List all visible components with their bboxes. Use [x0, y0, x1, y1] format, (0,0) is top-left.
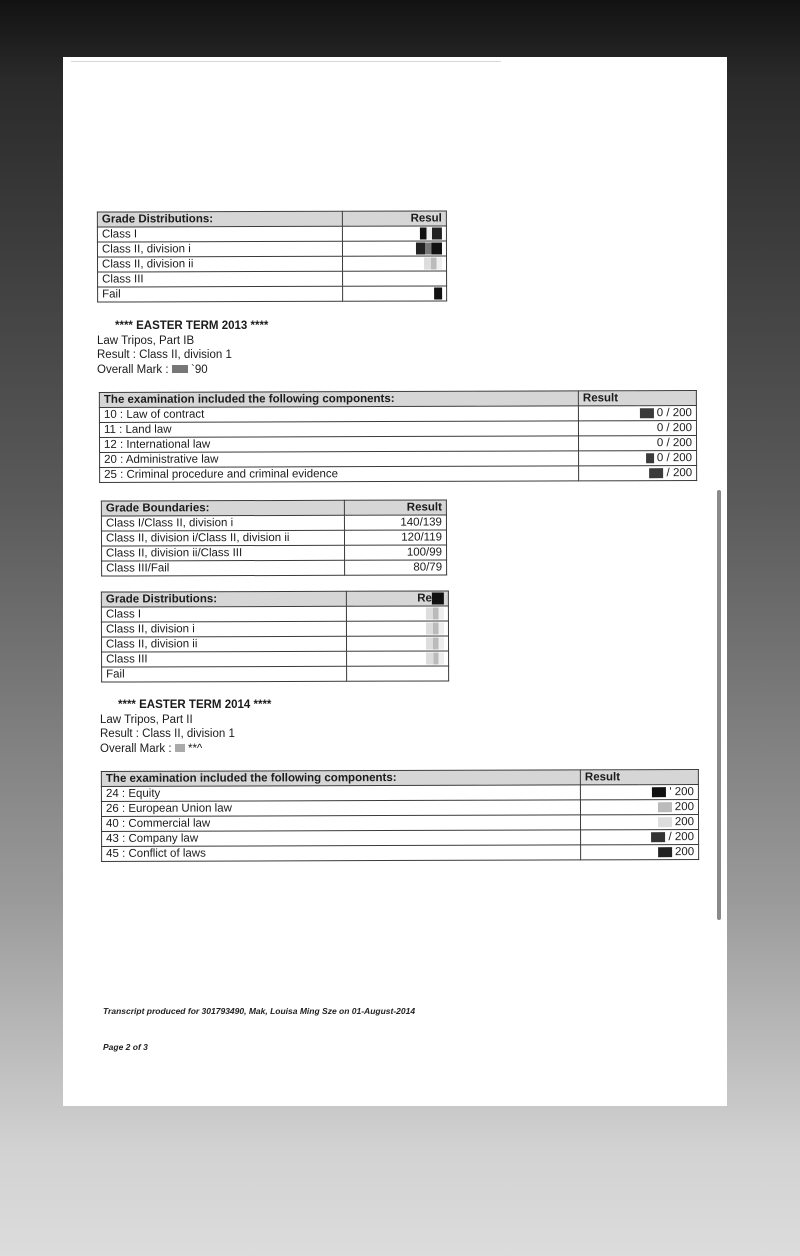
component-name: 45 : Conflict of laws	[102, 845, 581, 862]
result-header: Result	[344, 500, 446, 515]
table-row	[98, 271, 447, 287]
row-label: Class I	[101, 606, 346, 622]
component-name: 26 : European Union law	[101, 800, 580, 817]
row-label: Class II, division ii	[98, 256, 343, 272]
overall-mark	[100, 742, 271, 757]
row-label: Class II, division i	[101, 621, 346, 637]
table-row	[98, 286, 447, 302]
component-result: 200	[580, 800, 698, 815]
component-name: 10 : Law of contract	[99, 406, 578, 423]
component-name: 11 : Land law	[99, 421, 578, 438]
table-row	[101, 621, 448, 637]
term-result: Result : Class II, division 1	[97, 349, 232, 361]
table-row	[102, 636, 449, 652]
term-2013-block	[97, 319, 268, 377]
redacted-value	[342, 226, 446, 241]
redaction-mark	[175, 744, 185, 752]
term-2014-block	[100, 698, 271, 756]
table-header: Grade Distributions:	[97, 211, 342, 227]
boundary-name: Class II, division ii/Class III	[102, 545, 345, 561]
grade-distributions-table-2	[101, 590, 449, 682]
overall-mark	[97, 363, 268, 378]
scrollbar[interactable]	[717, 490, 721, 920]
component-result: 0 / 200	[578, 406, 696, 421]
component-result: 0 / 200	[579, 451, 697, 466]
row-label: Class II, division i	[97, 241, 342, 257]
row-label: Fail	[102, 666, 347, 682]
redacted-value	[342, 241, 446, 256]
boundary-name: Class II, division i/Class II, division ii	[101, 530, 344, 546]
redacted-value	[342, 256, 446, 271]
component-result: / 200	[581, 830, 699, 845]
table-header: Grade Boundaries:	[101, 500, 344, 516]
row-label: Class II, division ii	[102, 636, 347, 652]
table-row	[97, 241, 446, 257]
redacted-value	[346, 621, 448, 636]
component-result: 200	[580, 815, 698, 830]
row-label: Fail	[98, 286, 343, 302]
table-header: The examination included the following components:	[101, 770, 580, 787]
component-name: 12 : International law	[100, 436, 579, 453]
term-heading: **** EASTER TERM 2014 ****	[118, 699, 272, 711]
redacted-value	[347, 651, 449, 666]
boundary-name: Class III/Fail	[102, 560, 345, 576]
component-result: ' 200	[580, 785, 698, 800]
boundary-value: 140/139	[344, 515, 446, 530]
result-header: Result	[578, 391, 696, 406]
overall-mark-label: Overall Mark :	[100, 742, 172, 755]
result-header: Re	[346, 591, 448, 606]
component-name: 20 : Administrative law	[100, 451, 579, 468]
table-row	[101, 606, 448, 622]
component-result: 0 / 200	[578, 421, 696, 436]
redacted-value	[343, 271, 447, 286]
overall-mark-value: **^	[187, 742, 203, 755]
component-result: 0 / 200	[578, 436, 696, 451]
page-divider	[71, 61, 501, 62]
term-heading: **** EASTER TERM 2013 ****	[115, 320, 269, 332]
grade-distributions-table-1	[97, 210, 447, 302]
grade-boundaries-table	[101, 499, 447, 576]
table-row	[100, 466, 697, 483]
boundary-value: 80/79	[345, 560, 447, 575]
tripos-name: Law Tripos, Part II	[100, 713, 193, 726]
component-result: / 200	[579, 466, 697, 481]
table-row	[102, 545, 447, 561]
overall-mark-label: Overall Mark :	[97, 363, 169, 376]
row-label: Class I	[97, 226, 342, 242]
components-table-2013	[99, 390, 697, 483]
redacted-value	[346, 636, 448, 651]
row-label: Class III	[102, 651, 347, 667]
result-header: Result	[580, 770, 698, 785]
component-name: 24 : Equity	[101, 785, 580, 802]
redacted-value	[347, 666, 449, 681]
component-name: 40 : Commercial law	[102, 815, 581, 832]
result-header: Resul	[342, 211, 446, 226]
component-name: 25 : Criminal procedure and criminal evidence	[100, 466, 579, 483]
overall-mark-value: `90	[190, 363, 208, 376]
component-result: 200	[581, 845, 699, 860]
table-row	[97, 226, 446, 242]
redacted-value	[346, 606, 448, 621]
boundary-name: Class I/Class II, division i	[101, 515, 344, 531]
boundary-value: 100/99	[345, 545, 447, 560]
components-table-2014	[101, 769, 699, 862]
table-row	[101, 515, 446, 531]
component-name: 43 : Company law	[102, 830, 581, 847]
term-result: Result : Class II, division 1	[100, 728, 235, 740]
table-row	[102, 666, 449, 682]
table-row	[101, 530, 446, 546]
page-number: Page 2 of 3	[103, 1042, 148, 1052]
table-row	[98, 256, 447, 272]
table-row	[102, 651, 449, 667]
boundary-value: 120/119	[344, 530, 446, 545]
table-header: The examination included the following components:	[99, 391, 578, 408]
transcript-footer: Transcript produced for 301793490, Mak, Louisa Ming Sze on 01-August-2014	[103, 1006, 416, 1016]
tripos-name: Law Tripos, Part IB	[97, 334, 195, 347]
redaction-mark	[172, 365, 188, 373]
table-row	[102, 845, 699, 862]
table-row	[102, 560, 447, 576]
redacted-value	[343, 286, 447, 301]
table-header: Grade Distributions:	[101, 591, 346, 607]
row-label: Class III	[98, 271, 343, 287]
